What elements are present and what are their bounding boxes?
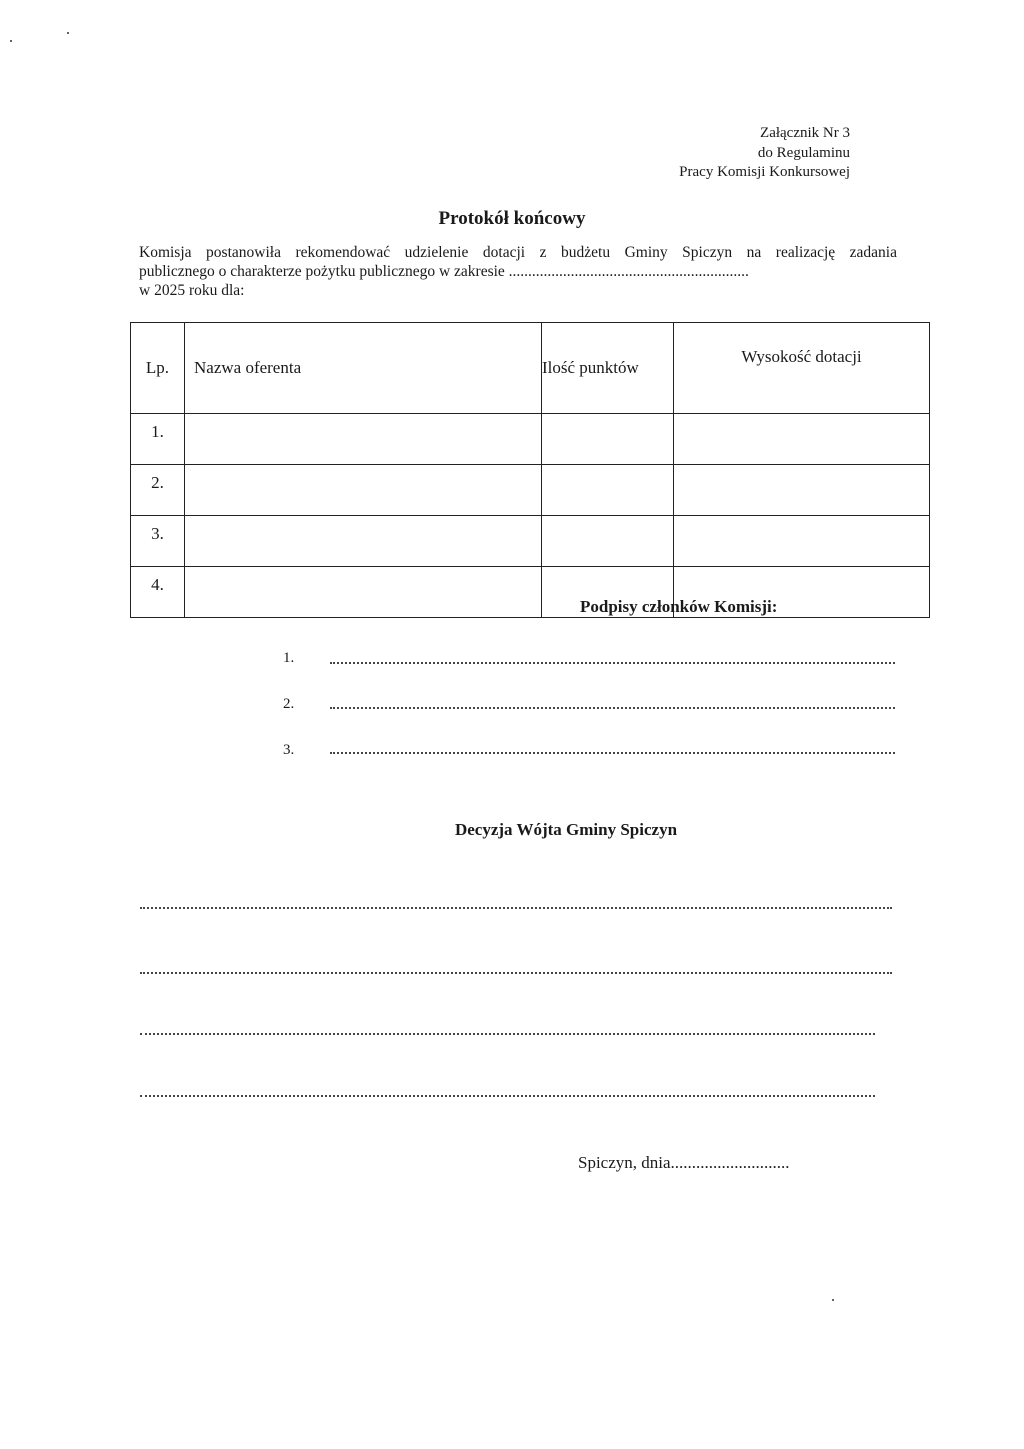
signature-line[interactable] bbox=[330, 752, 895, 754]
signature-number: 1. bbox=[283, 650, 295, 666]
table-header-row bbox=[131, 323, 930, 414]
row-points-cell[interactable] bbox=[542, 414, 674, 465]
decision-line[interactable] bbox=[140, 1033, 875, 1035]
header-lp: Lp. bbox=[131, 323, 185, 414]
row-name-cell[interactable] bbox=[185, 414, 542, 465]
table-row bbox=[131, 567, 930, 618]
row-number: 2. bbox=[131, 465, 185, 516]
row-amount-cell[interactable] bbox=[674, 465, 930, 516]
signature-line[interactable] bbox=[330, 707, 895, 709]
row-number: 1. bbox=[131, 414, 185, 465]
signature-number: 2. bbox=[283, 696, 295, 712]
table-row bbox=[131, 465, 930, 516]
row-name-cell[interactable] bbox=[185, 465, 542, 516]
row-amount-cell[interactable] bbox=[674, 516, 930, 567]
decision-line[interactable] bbox=[140, 972, 892, 974]
row-number: 3. bbox=[131, 516, 185, 567]
annex-header bbox=[679, 124, 850, 183]
intro-line: w 2025 roku dla: bbox=[139, 282, 245, 299]
row-amount-cell[interactable] bbox=[674, 414, 930, 465]
scan-speck bbox=[10, 40, 12, 42]
decision-title: Decyzja Wójta Gminy Spiczyn bbox=[454, 820, 678, 839]
signatures-title: Podpisy członków Komisji: bbox=[580, 597, 778, 616]
intro-paragraph bbox=[139, 243, 897, 300]
place-date-line[interactable]: Spiczyn, dnia............................ bbox=[578, 1153, 790, 1172]
row-number: 4. bbox=[131, 567, 185, 618]
decision-line[interactable] bbox=[140, 1095, 875, 1097]
signature-line[interactable] bbox=[330, 662, 895, 664]
annex-line: Pracy Komisji Konkursowej bbox=[679, 164, 850, 180]
row-points-cell[interactable] bbox=[542, 516, 674, 567]
document-title: Protokół końcowy bbox=[438, 208, 586, 229]
decision-line[interactable] bbox=[140, 907, 892, 909]
table-row bbox=[131, 516, 930, 567]
table-row bbox=[131, 414, 930, 465]
intro-line: Komisja postanowiła rekomendować udzielenie dotacji z budżetu Gminy Spiczyn na realizację zadania bbox=[139, 244, 897, 261]
row-points-cell[interactable] bbox=[542, 465, 674, 516]
header-points: Ilość punktów bbox=[542, 323, 674, 414]
row-name-cell[interactable] bbox=[185, 567, 542, 618]
annex-line: do Regulaminu bbox=[757, 144, 850, 161]
header-name: Nazwa oferenta bbox=[185, 323, 542, 414]
intro-line: publicznego o charakterze pożytku publicznego w zakresie .............................................................. bbox=[139, 263, 749, 280]
offers-table bbox=[130, 322, 930, 618]
scan-speck bbox=[832, 1299, 834, 1301]
annex-line: Załącznik Nr 3 bbox=[760, 125, 850, 141]
header-amount: Wysokość dotacji bbox=[674, 323, 930, 414]
row-name-cell[interactable] bbox=[185, 516, 542, 567]
signature-number: 3. bbox=[283, 742, 295, 758]
scan-speck bbox=[67, 32, 69, 34]
